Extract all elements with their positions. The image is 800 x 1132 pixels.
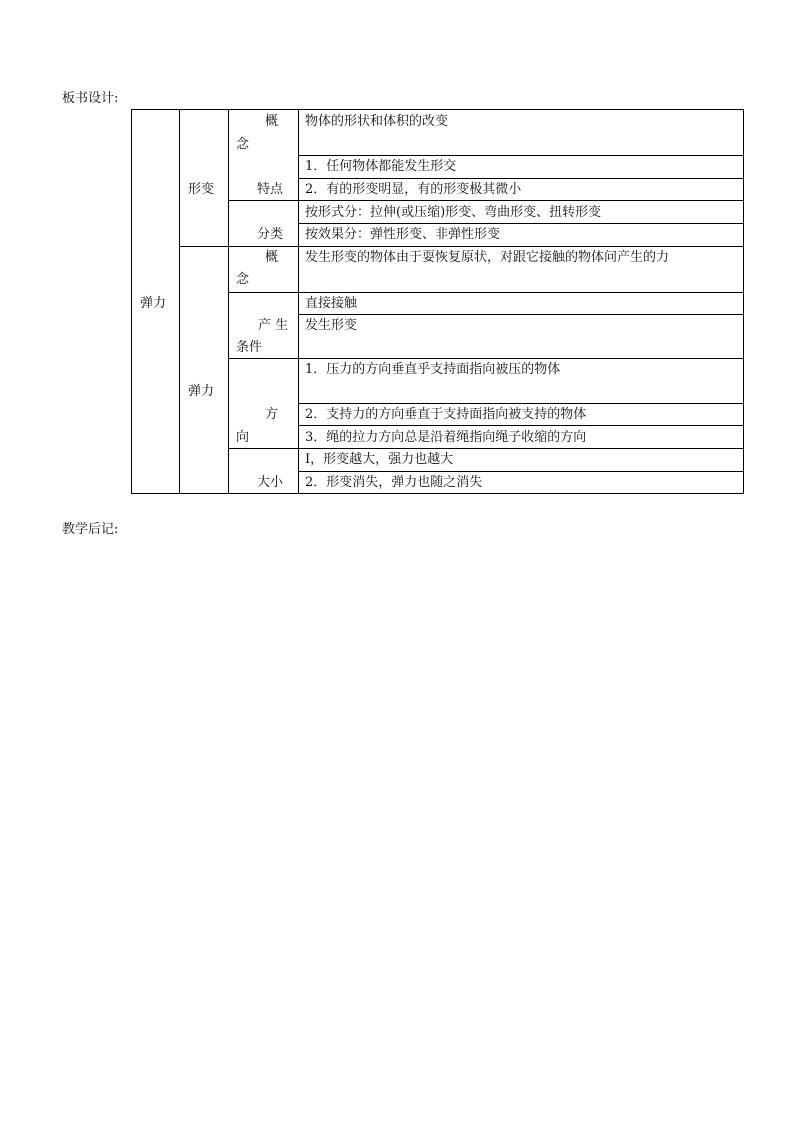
table-row-line — [298, 425, 744, 426]
elastic-magnitude-2: 2．形变消失，弹力也随之消失 — [305, 475, 483, 490]
elastic-condition-label-bottom: 条件 — [236, 340, 263, 355]
elastic-condition-1: 直接接触 — [305, 296, 358, 311]
deformation-classification-label: 分类 — [257, 227, 284, 242]
table-row-line — [298, 178, 744, 179]
table-row-line — [228, 292, 744, 293]
table-row-line — [179, 246, 744, 247]
table-row-line — [298, 223, 744, 224]
deformation-feature-2: 2．有的形变明显，有的形变极其微小 — [305, 182, 522, 197]
table-border-bottom — [131, 493, 744, 494]
table-row-line — [228, 200, 744, 201]
elastic-direction-label-bottom: 向 — [236, 430, 250, 445]
board-design-heading: 板书设计: — [62, 91, 119, 106]
elastic-concept-label-top: 概 — [265, 250, 279, 265]
elastic-concept-label-bottom: 念 — [236, 272, 250, 287]
deformation-concept-label-bottom: 念 — [236, 137, 250, 152]
teaching-notes-heading: 教学后记: — [62, 522, 119, 537]
table-row-line — [298, 155, 744, 156]
table-row-line — [298, 403, 744, 404]
deformation-concept-label-top: 概 — [265, 114, 279, 129]
deformation-class-2: 按效果分：弹性形变、非弹性形变 — [305, 227, 501, 242]
level1-label: 弹力 — [140, 296, 167, 311]
deformation-feature-1: 1．任何物体都能发生形交 — [305, 159, 457, 174]
deformation-class-1: 按形式分：拉伸(或压缩)形变、弯曲形变、扭转形变 — [305, 205, 602, 220]
deformation-concept-text: 物体的形状和体积的改变 — [305, 114, 449, 129]
elastic-concept-text: 发生形变的物体由于耍恢复原状，对跟它接触的物体问产生的力 — [305, 250, 670, 265]
elastic-direction-label-top: 方 — [265, 407, 279, 422]
deformation-features-label: 特点 — [257, 182, 284, 197]
elastic-magnitude-label: 大小 — [257, 475, 284, 490]
elastic-force-label: 弹力 — [188, 384, 215, 399]
elastic-direction-1: 1．压力的方向垂直乎支持面指向被压的物体 — [305, 362, 561, 377]
table-divider-col2 — [228, 109, 229, 494]
elastic-direction-3: 3．绳的拉力方向总是沿着绳指向绳子收缩的方向 — [305, 430, 587, 445]
table-border-top — [131, 109, 744, 110]
elastic-condition-label-top: 产 生 — [258, 318, 289, 333]
elastic-direction-2: 2．支持力的方向垂直于支持面指向被支持的物体 — [305, 407, 587, 422]
table-border-right — [743, 109, 744, 494]
table-divider-col1 — [179, 109, 180, 494]
table-divider-col3 — [298, 109, 299, 494]
elastic-magnitude-1: I，形变越大，强力也越大 — [305, 452, 454, 467]
table-row-line — [298, 314, 744, 315]
table-row-line — [298, 471, 744, 472]
table-row-line — [228, 358, 744, 359]
deformation-label: 形变 — [188, 182, 215, 197]
table-row-line — [228, 448, 744, 449]
table-border-left — [131, 109, 132, 494]
elastic-condition-2: 发生形变 — [305, 318, 358, 333]
